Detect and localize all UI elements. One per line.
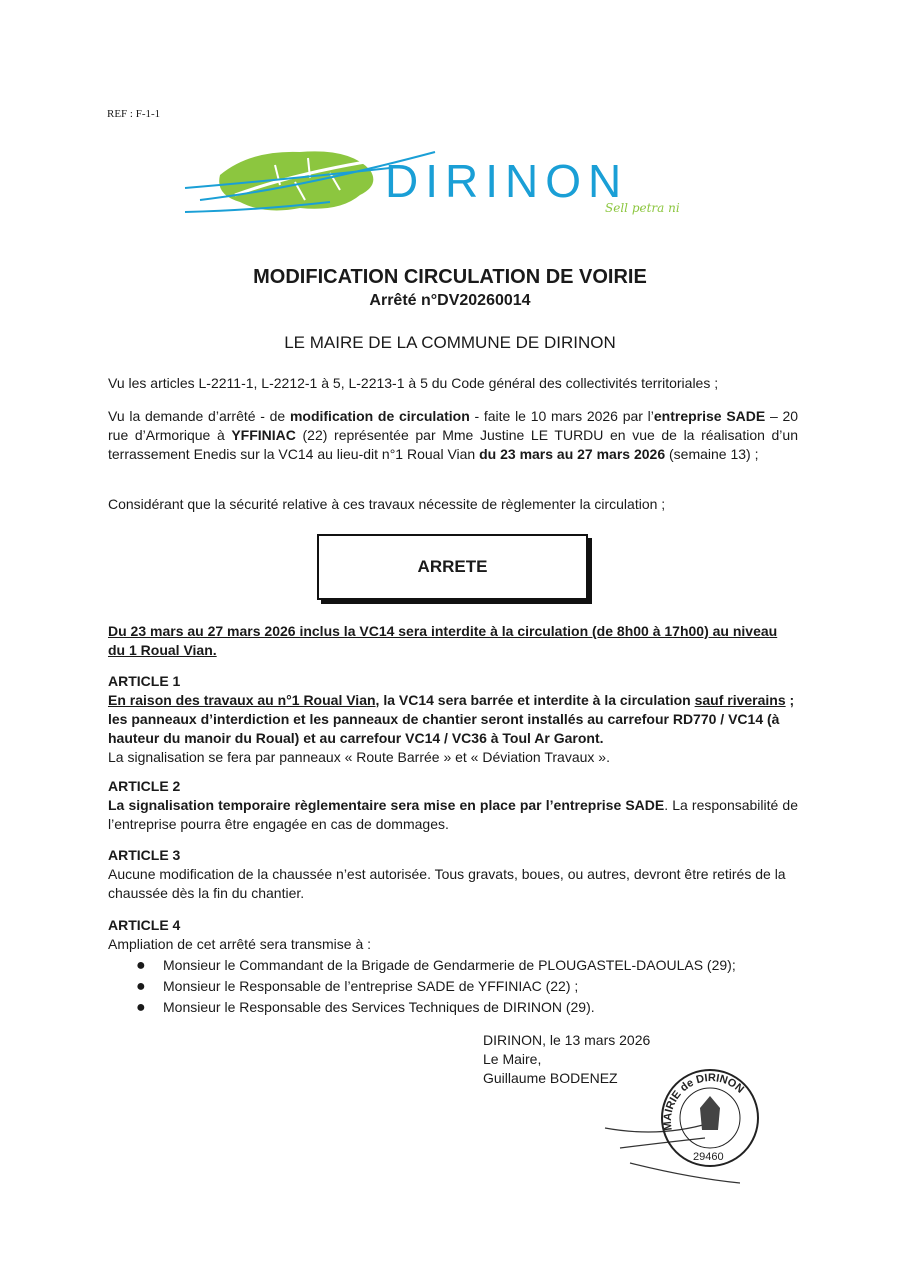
preamble-vu-demande: Vu la demande d’arrêté - de modification de circulation - faite le 10 mars 2026 par l’entreprise SADE – 20 rue d’Armorique à YFFINIAC (22) représentée par Mme Justine LE TURDU en vue de la réalisation d’un terrassement Enedis sur la VC14 au lieu-dit n°1 Roual Vian du 23 mars au 27 mars 2026 (semaine 13) ;	[108, 408, 799, 462]
signature-place-date: DIRINON, le 13 mars 2026	[483, 1032, 651, 1048]
article-3-text: Aucune modification de la chaussée n’est autorisée. Tous gravats, boues, ou autres, devront être retirés de la chaussée dès la fin du chantier.	[108, 866, 786, 901]
mairie-stamp	[600, 1068, 770, 1198]
article-1-title: ARTICLE 1	[108, 673, 181, 689]
signature-name: Guillaume BODENEZ	[483, 1070, 618, 1086]
article-4-title: ARTICLE 4	[108, 917, 181, 933]
arrete-label: ARRETE	[417, 557, 488, 576]
reference-code: REF : F-1-1	[107, 108, 161, 120]
article-1-text: La signalisation se fera par panneaux « Route Barrée » et « Déviation Travaux ».	[108, 749, 610, 765]
list-item: ● Monsieur le Responsable de l’entreprise SADE de YFFINIAC (22) ;	[136, 978, 579, 995]
recipient-list	[108, 956, 798, 1017]
stamp-postcode: 29460	[693, 1151, 724, 1163]
logo-tagline: Sell petra ni	[605, 201, 680, 215]
article-3	[108, 846, 798, 903]
arrete-number: Arrêté n°DV20260014	[369, 292, 531, 309]
article-4-intro: Ampliation de cet arrêté sera transmise à :	[108, 936, 372, 952]
preamble-vu-articles: Vu les articles L-2211-1, L-2212-1 à 5, L-2213-1 à 5 du Code général des collectivités territoriales ;	[108, 375, 719, 391]
mayor-heading: LE MAIRE DE LA COMMUNE DE DIRINON	[284, 333, 616, 352]
bullet-icon: ●	[136, 999, 146, 1016]
dirinon-logo	[180, 140, 725, 225]
page-title: MODIFICATION CIRCULATION DE VOIRIE	[253, 266, 647, 288]
article-2-title: ARTICLE 2	[108, 778, 181, 794]
list-item: ● Monsieur le Commandant de la Brigade de Gendarmerie de PLOUGASTEL-DAOULAS (29);	[136, 957, 736, 974]
article-1-bold: En raison des travaux au n°1 Roual Vian, la VC14 sera barrée et interdite à la circulation sauf riverains ; les panneaux d’interdiction et les panneaux de chantier seront installés au carrefour RD770 / VC14 (à hauteur du manoir du Roual) et au carrefour VC14 / VC36 à Toul Ar Garont.	[108, 692, 795, 746]
article-1	[108, 672, 798, 767]
arrete-box	[317, 534, 588, 600]
list-item: ● Monsieur le Responsable des Services Techniques de DIRINON (29).	[136, 999, 595, 1016]
article-4	[108, 916, 798, 1019]
logo-wordmark: DIRINON	[385, 155, 629, 207]
preamble-considerant: Considérant que la sécurité relative à ces travaux nécessite de règlementer la circulation ;	[108, 496, 666, 512]
stamp-emblem-icon	[700, 1096, 720, 1130]
article-3-title: ARTICLE 3	[108, 847, 181, 863]
article-2: ARTICLE 2 La signalisation temporaire règlementaire sera mise en place par l’entreprise SADE. La responsabilité de l’entreprise pourra être engagée en cas de dommages.	[108, 778, 798, 832]
signature-role: Le Maire,	[483, 1051, 542, 1067]
leaf-icon	[219, 151, 373, 210]
bullet-icon: ●	[136, 978, 146, 995]
stamp-text: MAIRIE de DIRINON	[661, 1072, 747, 1132]
bullet-icon: ●	[136, 957, 146, 974]
decision-intro: Du 23 mars au 27 mars 2026 inclus la VC14 sera interdite à la circulation (de 8h00 à 17h00) au niveau du 1 Roual Vian.	[108, 623, 778, 658]
